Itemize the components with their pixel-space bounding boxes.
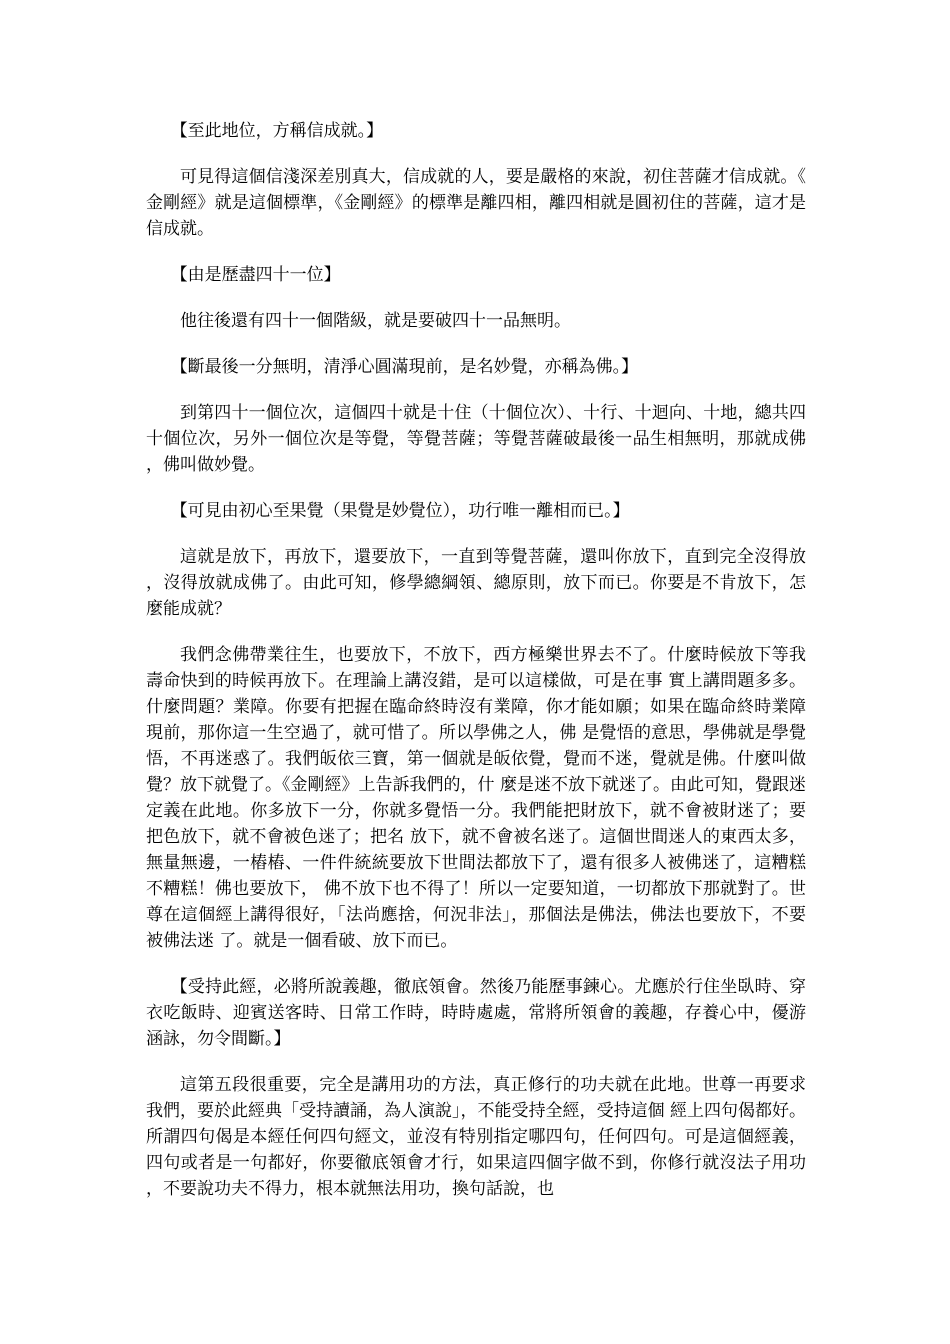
sutra-quote: 【受持此經，必將所說義趣，徹底領會。然後乃能歷事鍊心。尤應於行住坐臥時、穿衣吃飯時、迎賓送客時、日常工作時，時時處處，常將所領會的義趣，存養心中，優游涵詠，勿令間斷。】: [146, 977, 806, 1049]
sutra-quote: 【可見由初心至果覺（果覺是妙覺位），功行唯一離相而已。】: [170, 501, 630, 521]
sutra-quote: 【斷最後一分無明，清淨心圓滿現前，是名妙覺，亦稱為佛。】: [170, 357, 639, 377]
commentary-paragraph: 我們念佛帶業往生，也要放下，不放下，西方極樂世界去不了。什麼時候放下等我壽命快到的時候再放下。在理論上講沒錯，是可以這樣做，可是在事 實上講問題多多。什麼問題？業障。你要有把握在臨命終時沒有業障，你才能如願；如果在臨命終時業障現前，那你這一生空過了，就可惜了。所以學佛之人，佛 是覺悟的意思，學佛就是學覺悟，不再迷惑了。我們皈依三寶，第一個就是皈依覺，覺而不迷，覺就是佛。什麼叫做覺？放下就覺了。《金剛經》上告訴我們的，什 麼是迷不放下就迷了。由此可知，覺跟迷定義在此地。你多放下一分，你就多覺悟一分。我們能把財放下，就不會被財迷了；要把色放下，就不會被色迷了；把名 放下，就不會被名迷了。這個世間迷人的東西太多，無量無邊，一樁樁、一件件統統要放下世間法都放下了，還有很多人被佛迷了，這糟糕不糟糕！佛也要放下， 佛不放下也不得了！所以一定要知道，一切都放下那就對了。世尊在這個經上講得很好，「法尚應捨，何況非法」，那個法是佛法，佛法也要放下，不要被佛法迷 了。就是一個看破、放下而已。: [146, 645, 806, 951]
commentary-paragraph: 他往後還有四十一個階級，就是要破四十一品無明。: [180, 311, 571, 331]
commentary-paragraph: 這第五段很重要，完全是講用功的方法，真正修行的功夫就在此地。世尊一再要求我們，要於此經典「受持讀誦，為人演說」，不能受持全經，受持這個 經上四句偈都好。所謂四句偈是本經任何四句經文，並沒有特別指定哪四句，任何四句。可是這個經義，四句或者是一句都好，你要徹底領會才行，如果這四個字做不到，你修行就沒法子用功，不要說功夫不得力，根本就無法用功，換句話說，也: [146, 1075, 806, 1199]
commentary-paragraph: 這就是放下，再放下，還要放下，一直到等覺菩薩，還叫你放下，直到完全沒得放，沒得放就成佛了。由此可知，修學總綱領、總原則，放下而已。你要是不肯放下，怎麼能成就？: [146, 547, 806, 619]
commentary-paragraph: 可見得這個信淺深差別真大，信成就的人，要是嚴格的來說，初住菩薩才信成就。《金剛經》就是這個標準，《金剛經》的標準是離四相，離四相就是圓初住的菩薩，這才是信成就。: [146, 167, 806, 239]
sutra-quote: 【由是歷盡四十一位】: [170, 265, 341, 285]
document-body: [146, 118, 806, 1222]
commentary-paragraph: 到第四十一個位次，這個四十就是十住（十個位次）、十行、十迴向、十地，總共四十個位次，另外一個位次是等覺，等覺菩薩；等覺菩薩破最後一品生相無明，那就成佛，佛叫做妙覺。: [146, 403, 806, 475]
sutra-quote: 【至此地位，方稱信成就。】: [170, 121, 384, 141]
